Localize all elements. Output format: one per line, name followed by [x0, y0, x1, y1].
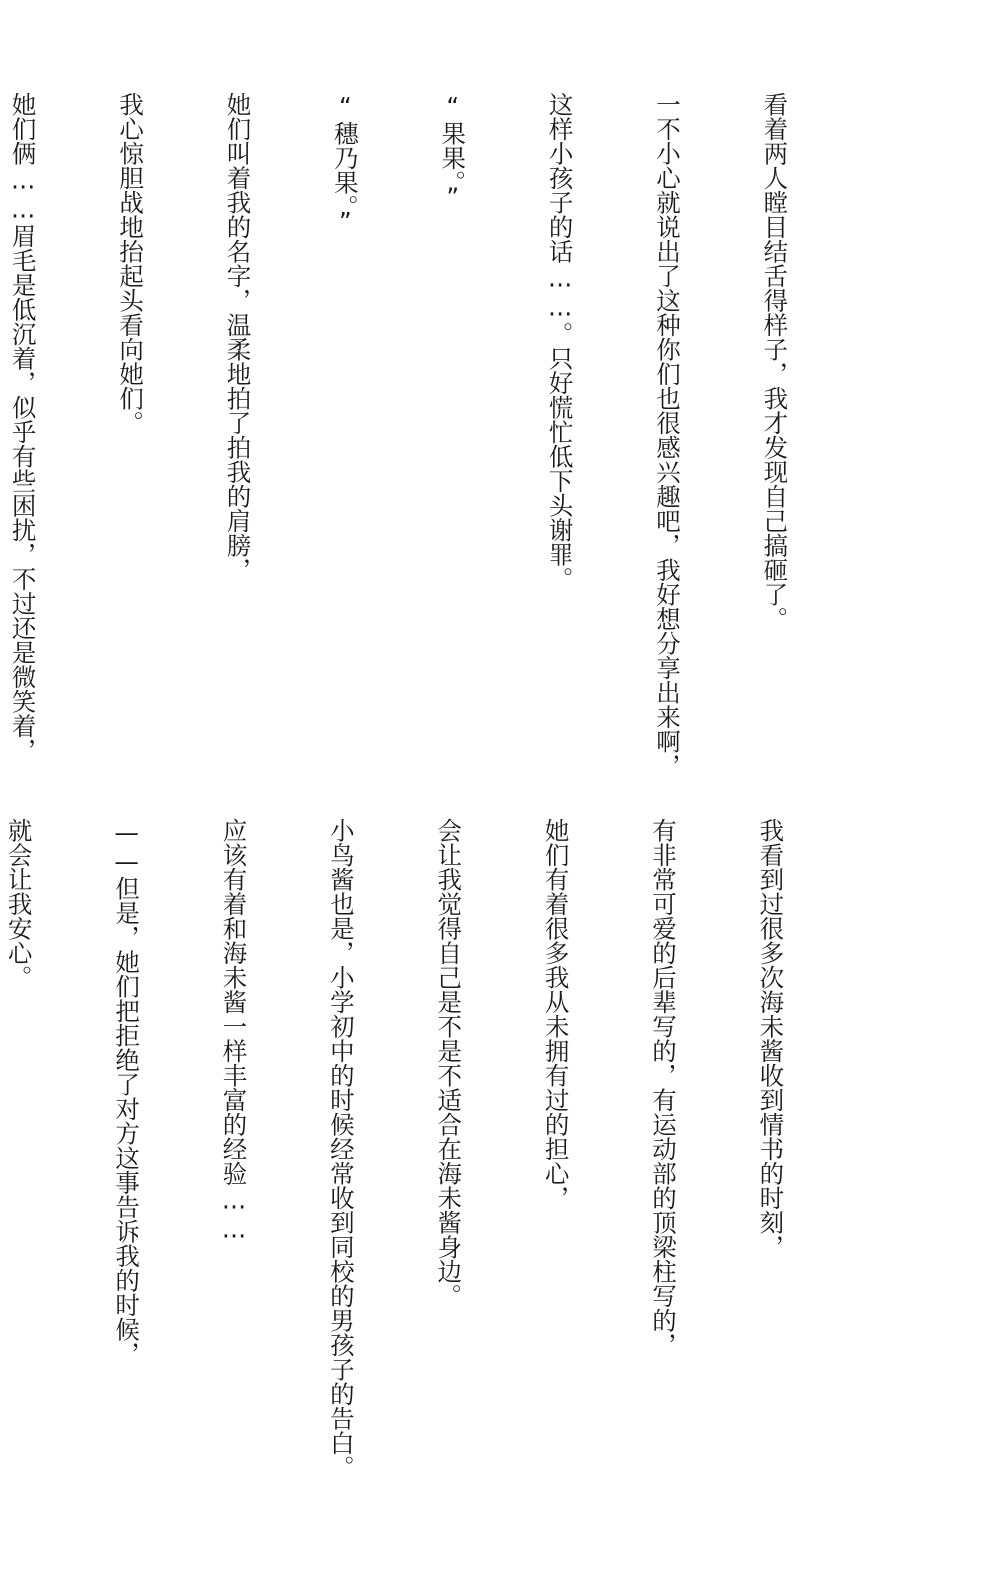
text-line: 一不小心就说出了这种你们也很感兴趣吧，我好想分享出来啊， — [653, 92, 683, 778]
text-line: 就会让我安心。 — [4, 818, 34, 990]
text-line: 有非常可爱的后辈写的，有运动部的顶梁柱写的， — [649, 818, 679, 1357]
text-block-top — [8, 92, 864, 778]
text-line: 应该有着和海未酱一样丰富的经验…… — [219, 818, 249, 1244]
text-line: 她们叫着我的名字，温柔地拍了拍我的肩膀， — [223, 92, 253, 582]
text-line: 她们有着很多我从未拥有过的担心， — [541, 818, 571, 1210]
text-line: 我看到过很多次海未酱收到情书的时刻， — [756, 818, 786, 1259]
text-line: 看着两人瞠目结舌得样子，我才发现自己搞砸了。 — [760, 92, 790, 631]
text-line: 小鸟酱也是，小学初中的时候经常收到同校的男孩子的告白。 — [326, 818, 356, 1480]
text-line: 会让我觉得自己是不是不适合在海未酱身边。 — [434, 818, 464, 1308]
text-line: ——但是，她们把拒绝了对方这事告诉我的时候， — [112, 818, 142, 1366]
text-line: 这样小孩子的话……。只好慌忙低下头谢罪。 — [545, 92, 575, 591]
text-line: 我心惊胆战地抬起头看向她们。 — [116, 92, 146, 435]
text-block-bottom — [4, 818, 860, 1498]
text-line: “穗乃果。” — [330, 92, 360, 236]
text-line: 她们俩……眉毛是低沉着，似乎有些困扰，不过还是微笑着， — [8, 92, 38, 763]
text-line: “果果。” — [438, 92, 468, 212]
